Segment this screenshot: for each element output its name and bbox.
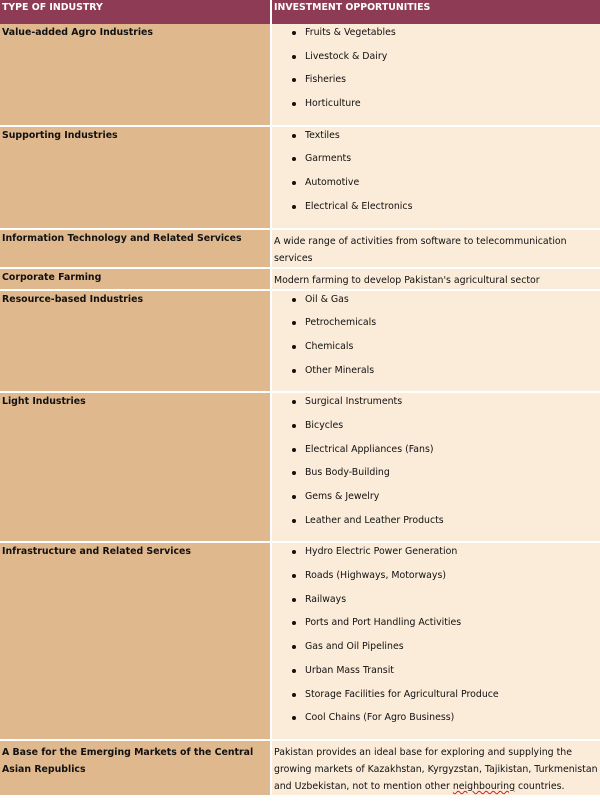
list-item: Horticulture [272,95,600,119]
table-row [0,740,600,796]
opportunities-cell [271,126,600,229]
industry-type-cell: Infrastructure and Related Services [0,542,271,740]
table-row [0,542,600,740]
list-item: Urban Mass Transit [272,662,600,686]
industry-type-cell: Light Industries [0,392,271,542]
industry-type-cell: Value-added Agro Industries [0,24,271,126]
industry-type-cell: Information Technology and Related Services [0,229,271,268]
list-item: Petrochemicals [272,314,600,338]
list-item: Ports and Port Handling Activities [272,614,600,638]
list-item: Oil & Gas [272,291,600,315]
industry-type-cell: A Base for the Emerging Markets of the Central Asian Republics [0,740,271,796]
opportunities-cell [271,392,600,542]
list-item: Fisheries [272,71,600,95]
list-item: Railways [272,591,600,615]
list-item: Gas and Oil Pipelines [272,638,600,662]
list-item: Automotive [272,174,600,198]
table-row [0,126,600,229]
page-footer-space [0,797,600,803]
list-item: Gems & Jewelry [272,488,600,512]
opportunities-cell [271,24,600,126]
opportunity-text: A wide range of activities from software to telecommunication services [274,235,567,264]
opportunities-cell [271,229,600,268]
industry-type-cell: Supporting Industries [0,126,271,229]
list-item: Fruits & Vegetables [272,24,600,48]
list-item: Other Minerals [272,362,600,386]
list-item: Bicycles [272,417,600,441]
list-item: Cool Chains (For Agro Business) [272,709,600,733]
opportunity-list [272,291,600,392]
table-row [0,229,600,268]
list-item: Leather and Leather Products [272,512,600,536]
list-item: Livestock & Dairy [272,48,600,72]
opportunity-text-main: Pakistan provides an ideal base for exploring and supplying the growing markets of Kazakhstan, Kyrgyzstan, Tajikistan, Turkmenistan and Uzbekistan, not to mention other [274,746,598,792]
opportunity-list [272,543,600,739]
opportunity-list [272,24,600,125]
table-header-row [0,0,600,24]
opportunities-cell [271,542,600,740]
list-item: Textiles [272,127,600,151]
table-row [0,290,600,393]
spellcheck-flagged-word: neighbouring [452,780,516,792]
opportunities-column-header: INVESTMENT OPPORTUNITIES [271,0,600,24]
list-item: Bus Body-Building [272,464,600,488]
industry-type-cell: Resource-based Industries [0,290,271,393]
opportunities-cell [271,268,600,290]
type-column-header: TYPE OF INDUSTRY [0,0,271,24]
table-row [0,392,600,542]
list-item: Surgical Instruments [272,393,600,417]
industry-type-cell: Corporate Farming [0,268,271,290]
list-item: Garments [272,150,600,174]
list-item: Storage Facilities for Agricultural Produce [272,686,600,710]
opportunity-text [272,741,600,795]
list-item: Chemicals [272,338,600,362]
opportunities-cell [271,740,600,796]
list-item: Hydro Electric Power Generation [272,543,600,567]
list-item: Electrical & Electronics [272,198,600,222]
opportunity-text-end: countries. [515,780,565,792]
opportunity-text: Modern farming to develop Pakistan's agricultural sector [274,274,540,286]
opportunities-cell [271,290,600,393]
opportunity-list [272,127,600,228]
opportunity-list [272,393,600,541]
table-row [0,268,600,290]
table-row [0,24,600,126]
list-item: Roads (Highways, Motorways) [272,567,600,591]
list-item: Electrical Appliances (Fans) [272,441,600,465]
